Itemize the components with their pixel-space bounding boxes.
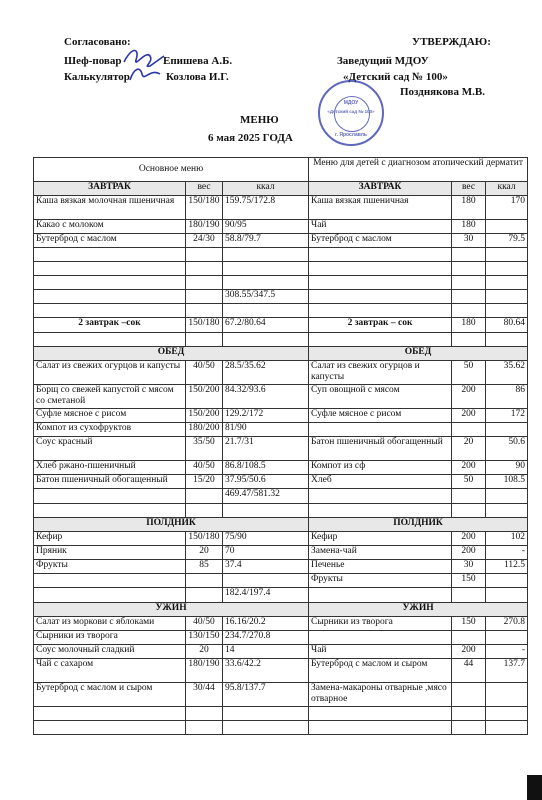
menu-cell: Суп овощной с мясом: [309, 385, 452, 409]
menu-cell: 14: [223, 645, 309, 659]
menu-cell: Салат из свежих огурцов и капусты: [309, 361, 452, 385]
menu-cell: 150/180: [186, 318, 223, 333]
empty-cell: [309, 248, 452, 262]
menu-cell: Кефир: [309, 532, 452, 546]
snack-title-diet: ПОЛДНИК: [309, 518, 528, 532]
breakfast-title-diet: ЗАВТРАК: [309, 182, 452, 196]
menu-cell: Салат из моркови с яблоками: [34, 617, 186, 631]
empty-cell: [486, 504, 528, 518]
menu-cell: -: [486, 546, 528, 560]
agreed-label: Согласовано:: [64, 36, 131, 48]
table-row: [34, 631, 528, 645]
menu-cell: 172: [486, 409, 528, 423]
breakfast-title: ЗАВТРАК: [34, 182, 186, 196]
dinner-section-header: [34, 603, 528, 617]
menu-cell: 16.16/20.2: [223, 617, 309, 631]
menu-cell: 90: [486, 461, 528, 475]
menu-cell: 70: [223, 546, 309, 560]
weight-header-diet: вес: [452, 182, 486, 196]
menu-cell: [452, 423, 486, 437]
empty-row: [34, 304, 528, 318]
scan-corner-mark: [527, 775, 542, 800]
menu-cell: Салат из свежих огурцов и капусты: [34, 361, 186, 385]
empty-cell: [186, 588, 223, 603]
menu-cell: 75/90: [223, 532, 309, 546]
empty-row: [34, 276, 528, 290]
empty-cell: [309, 588, 452, 603]
menu-cell: 95.8/137.7: [223, 683, 309, 707]
table-row: [34, 409, 528, 423]
empty-cell: [309, 721, 452, 735]
table-row: [34, 574, 528, 588]
empty-cell: [223, 262, 309, 276]
kcal-header-diet: ккал: [486, 182, 528, 196]
empty-cell: [486, 248, 528, 262]
menu-cell: 90/95: [223, 220, 309, 234]
menu-cell: 200: [452, 409, 486, 423]
menu-cell: 80.64: [486, 318, 528, 333]
menu-cell: 24/30: [186, 234, 223, 248]
empty-cell: [34, 290, 186, 304]
menu-cell: 30: [452, 560, 486, 574]
empty-cell: [34, 262, 186, 276]
table-row: [34, 423, 528, 437]
menu-cell: 200: [452, 385, 486, 409]
snack-title: ПОЛДНИК: [34, 518, 309, 532]
empty-cell: [486, 290, 528, 304]
menu-cell: [452, 631, 486, 645]
total-kcal: 182.4/197.4: [223, 588, 309, 603]
lunch-section-header: [34, 347, 528, 361]
menu-cell: Хлеб: [309, 475, 452, 489]
table-row: [34, 683, 528, 707]
table-row: [34, 475, 528, 489]
empty-cell: [223, 333, 309, 347]
chef-signature-icon: [120, 44, 168, 86]
empty-cell: [486, 262, 528, 276]
empty-cell: [186, 707, 223, 721]
empty-cell: [34, 588, 186, 603]
menu-cell: [309, 423, 452, 437]
menu-cell: 200: [452, 546, 486, 560]
table-row: [34, 437, 528, 461]
menu-cell: 84.32/93.6: [223, 385, 309, 409]
menu-cell: 67.2/80.64: [223, 318, 309, 333]
menu-cell: 150/180: [186, 532, 223, 546]
menu-cell: Замена-чай: [309, 546, 452, 560]
stamp-bottom-text: г. Ярославль: [335, 132, 367, 138]
main-menu-header: Основное меню: [34, 158, 309, 182]
menu-cell: Соус красный: [34, 437, 186, 461]
menu-cell: Борщ со свежей капустой с мясом со сметаной: [34, 385, 186, 409]
menu-cell: 129.2/172: [223, 409, 309, 423]
menu-cell: [452, 683, 486, 707]
total-row: [34, 290, 528, 304]
menu-cell: 234.7/270.8: [223, 631, 309, 645]
menu-cell: [486, 631, 528, 645]
menu-cell: 102: [486, 532, 528, 546]
menu-cell: Чай с сахаром: [34, 659, 186, 683]
menu-cell: Хлеб ржано-пшеничный: [34, 461, 186, 475]
menu-cell: 79.5: [486, 234, 528, 248]
menu-cell: 50: [452, 361, 486, 385]
menu-cell: Бутерброд с маслом и сыром: [309, 659, 452, 683]
calculator-label: Калькулятор: [64, 71, 130, 83]
calculator-name: Козлова И.Г.: [166, 71, 229, 83]
empty-cell: [452, 290, 486, 304]
menu-cell: Суфле мясное с рисом: [309, 409, 452, 423]
menu-cell: 180: [452, 318, 486, 333]
menu-cell: Чай: [309, 220, 452, 234]
empty-cell: [186, 504, 223, 518]
empty-cell: [34, 276, 186, 290]
menu-cell: 37.4: [223, 560, 309, 574]
kindergarten-stamp: [318, 80, 384, 146]
empty-cell: [186, 276, 223, 290]
menu-cell: 150: [452, 574, 486, 588]
empty-cell: [34, 333, 186, 347]
menu-cell: 180/200: [186, 423, 223, 437]
menu-cell: Батон пшеничный обогащенный: [34, 475, 186, 489]
empty-cell: [452, 262, 486, 276]
menu-cell: 33.6/42.2: [223, 659, 309, 683]
empty-cell: [486, 721, 528, 735]
menu-cell: -: [486, 645, 528, 659]
empty-cell: [34, 721, 186, 735]
menu-date: 6 мая 2025 ГОДА: [208, 132, 293, 144]
table-row: [34, 234, 528, 248]
approve-label: УТВЕРЖДАЮ:: [412, 36, 491, 48]
menu-cell: 150: [452, 617, 486, 631]
kindergarten-name: «Детский сад № 100»: [343, 71, 448, 83]
menu-cell: 50: [452, 475, 486, 489]
menu-cell: Бутерброд с маслом и сыром: [34, 683, 186, 707]
empty-cell: [223, 248, 309, 262]
empty-row: [34, 262, 528, 276]
empty-cell: [186, 304, 223, 318]
menu-cell: [186, 574, 223, 588]
empty-cell: [452, 707, 486, 721]
empty-cell: [309, 290, 452, 304]
empty-cell: [34, 489, 186, 504]
empty-cell: [452, 304, 486, 318]
menu-cell: 81/90: [223, 423, 309, 437]
menu-cell: [34, 574, 186, 588]
table-row: [34, 532, 528, 546]
menu-cell: [223, 574, 309, 588]
menu-cell: 44: [452, 659, 486, 683]
second-breakfast-row: [34, 318, 528, 333]
menu-cell: Бутерброд с маслом: [309, 234, 452, 248]
menu-cell: 58.8/79.7: [223, 234, 309, 248]
menu-cell: 86.8/108.5: [223, 461, 309, 475]
empty-cell: [452, 721, 486, 735]
menu-cell: Печенье: [309, 560, 452, 574]
menu-cell: 150/200: [186, 385, 223, 409]
menu-cell: Компот из сухофруктов: [34, 423, 186, 437]
empty-cell: [309, 333, 452, 347]
menu-cell: 40/50: [186, 361, 223, 385]
dinner-title: УЖИН: [34, 603, 309, 617]
lunch-title-diet: ОБЕД: [309, 347, 528, 361]
diet-menu-header: Меню для детей с диагнозом атопический дерматит: [309, 158, 528, 182]
menu-cell: 180: [452, 220, 486, 234]
empty-cell: [223, 721, 309, 735]
menu-cell: 108.5: [486, 475, 528, 489]
empty-cell: [486, 489, 528, 504]
empty-cell: [186, 489, 223, 504]
menu-table: [33, 157, 528, 735]
empty-cell: [452, 276, 486, 290]
head-title: Заведущий МДОУ: [337, 55, 429, 67]
empty-cell: [309, 707, 452, 721]
menu-cell: [486, 574, 528, 588]
empty-cell: [309, 489, 452, 504]
menu-cell: 170: [486, 196, 528, 220]
table-row: [34, 361, 528, 385]
weight-header: вес: [186, 182, 223, 196]
empty-cell: [186, 248, 223, 262]
menu-cell: 20: [186, 645, 223, 659]
lunch-title: ОБЕД: [34, 347, 309, 361]
menu-cell: [486, 220, 528, 234]
menu-cell: 200: [452, 461, 486, 475]
menu-cell: 180/190: [186, 220, 223, 234]
empty-cell: [186, 721, 223, 735]
table-row: [34, 385, 528, 409]
menu-cell: Какао с молоком: [34, 220, 186, 234]
menu-cell: 112.5: [486, 560, 528, 574]
empty-cell: [452, 248, 486, 262]
menu-cell: 180/190: [186, 659, 223, 683]
empty-cell: [486, 707, 528, 721]
empty-cell: [486, 333, 528, 347]
chef-name: Епишева А.Б.: [163, 55, 233, 67]
empty-cell: [34, 248, 186, 262]
menu-cell: 86: [486, 385, 528, 409]
empty-cell: [186, 262, 223, 276]
empty-cell: [486, 588, 528, 603]
empty-cell: [486, 304, 528, 318]
empty-cell: [223, 707, 309, 721]
menu-cell: 85: [186, 560, 223, 574]
menu-cell: 35/50: [186, 437, 223, 461]
table-row: [34, 560, 528, 574]
table-row: [34, 461, 528, 475]
menu-cell: 180: [452, 196, 486, 220]
head-name: Позднякова М.В.: [400, 86, 485, 98]
menu-cell: 28.5/35.62: [223, 361, 309, 385]
menu-cell: Сырники из творога: [309, 617, 452, 631]
empty-cell: [223, 504, 309, 518]
stamp-mid-text: «Детский сад № 100»: [327, 109, 375, 114]
empty-cell: [452, 504, 486, 518]
empty-cell: [452, 333, 486, 347]
empty-row: [34, 248, 528, 262]
menu-cell: 200: [452, 532, 486, 546]
menu-cell: Фрукты: [34, 560, 186, 574]
total-row: [34, 489, 528, 504]
menu-cell: 270.8: [486, 617, 528, 631]
menu-cell: 159.75/172.8: [223, 196, 309, 220]
menu-cell: 20: [452, 437, 486, 461]
menu-cell: Сырники из творога: [34, 631, 186, 645]
total-row: [34, 588, 528, 603]
table-row: [34, 196, 528, 220]
menu-cell: 35.62: [486, 361, 528, 385]
menu-cell: [486, 683, 528, 707]
table-row: [34, 645, 528, 659]
menu-cell: 15/20: [186, 475, 223, 489]
empty-cell: [223, 304, 309, 318]
menu-cell: 50.6: [486, 437, 528, 461]
table-row: [34, 546, 528, 560]
kcal-header: ккал: [223, 182, 309, 196]
menu-cell: Чай: [309, 645, 452, 659]
empty-cell: [34, 504, 186, 518]
menu-cell: Батон пшеничный обогащенный: [309, 437, 452, 461]
menu-cell: Каша вязкая молочная пшеничная: [34, 196, 186, 220]
table-row: [34, 659, 528, 683]
menu-cell: 21.7/31: [223, 437, 309, 461]
menu-cell: Замена-макароны отварные ,мясо отварное: [309, 683, 452, 707]
menu-cell: 40/50: [186, 617, 223, 631]
menu-cell: Компот из сф: [309, 461, 452, 475]
empty-cell: [223, 276, 309, 290]
menu-cell: Пряник: [34, 546, 186, 560]
menu-cell: [486, 423, 528, 437]
empty-cell: [34, 707, 186, 721]
table-row: [34, 220, 528, 234]
empty-row: [34, 707, 528, 721]
menu-cell: 150/200: [186, 409, 223, 423]
table-row: [34, 617, 528, 631]
snack-section-header: [34, 518, 528, 532]
chef-label: Шеф-повар: [64, 55, 122, 67]
empty-row: [34, 721, 528, 735]
total-kcal: 469.47/581.32: [223, 489, 309, 504]
empty-cell: [186, 333, 223, 347]
stamp-top-text: МДОУ: [343, 100, 359, 106]
total-kcal: 308.55/347.5: [223, 290, 309, 304]
menu-cell: 200: [452, 645, 486, 659]
dinner-title-diet: УЖИН: [309, 603, 528, 617]
menu-cell: Суфле мясное с рисом: [34, 409, 186, 423]
empty-cell: [34, 304, 186, 318]
empty-cell: [452, 489, 486, 504]
menu-cell: 30: [452, 234, 486, 248]
empty-cell: [309, 304, 452, 318]
empty-cell: [309, 504, 452, 518]
menu-cell: Каша вязкая пшеничная: [309, 196, 452, 220]
menu-title: МЕНЮ: [240, 114, 279, 126]
menu-cell: Бутерброд с маслом: [34, 234, 186, 248]
menu-cell: 2 завтрак –сок: [34, 318, 186, 333]
empty-cell: [309, 276, 452, 290]
empty-cell: [186, 290, 223, 304]
empty-cell: [486, 276, 528, 290]
menu-cell: Соус молочный сладкий: [34, 645, 186, 659]
menu-cell: 37.95/50.6: [223, 475, 309, 489]
menu-cell: 137.7: [486, 659, 528, 683]
menu-cell: 130/150: [186, 631, 223, 645]
menu-cell: 40/50: [186, 461, 223, 475]
menu-cell: [309, 631, 452, 645]
menu-cell: 150/180: [186, 196, 223, 220]
menu-cell: 2 завтрак – сок: [309, 318, 452, 333]
empty-row: [34, 504, 528, 518]
menu-cell: Кефир: [34, 532, 186, 546]
menu-cell: Фрукты: [309, 574, 452, 588]
empty-row: [34, 333, 528, 347]
empty-cell: [309, 262, 452, 276]
menu-cell: 20: [186, 546, 223, 560]
empty-cell: [452, 588, 486, 603]
menu-cell: 30/44: [186, 683, 223, 707]
